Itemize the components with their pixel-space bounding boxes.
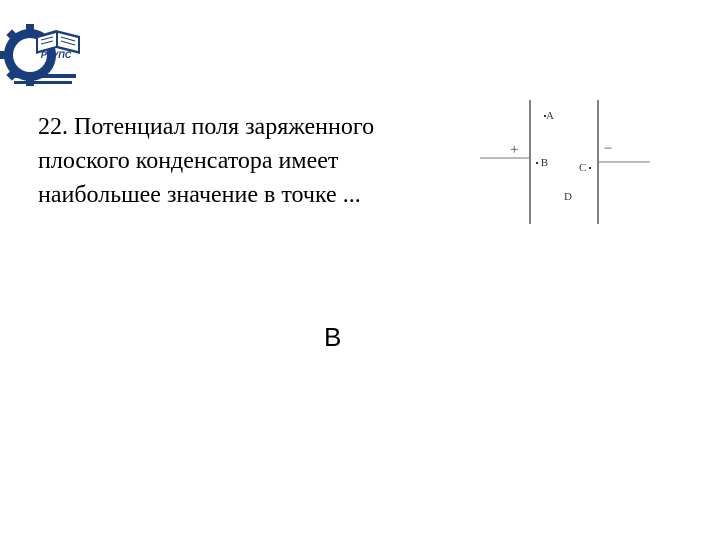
question-line: 22. Потенциал поля заряженного bbox=[38, 114, 375, 140]
point-b-dot bbox=[536, 162, 538, 164]
point-a-label: A bbox=[546, 110, 554, 122]
plus-sign: + bbox=[510, 142, 519, 158]
question-line: наибольшее значение в точке ... bbox=[38, 182, 361, 208]
answer-text: В bbox=[324, 322, 342, 352]
point-c-dot bbox=[589, 167, 591, 169]
point-c-label: C bbox=[579, 162, 591, 174]
minus-sign: − bbox=[604, 141, 613, 157]
capacitor-diagram bbox=[478, 96, 658, 228]
logo-caption: РГУПС bbox=[40, 50, 72, 60]
question-line: плоского конденсатора имеет bbox=[38, 148, 339, 174]
point-b-label: B bbox=[536, 157, 548, 169]
point-d-label: D bbox=[564, 191, 572, 203]
capacitor-plates-icon bbox=[478, 96, 658, 228]
question-text bbox=[38, 110, 458, 212]
